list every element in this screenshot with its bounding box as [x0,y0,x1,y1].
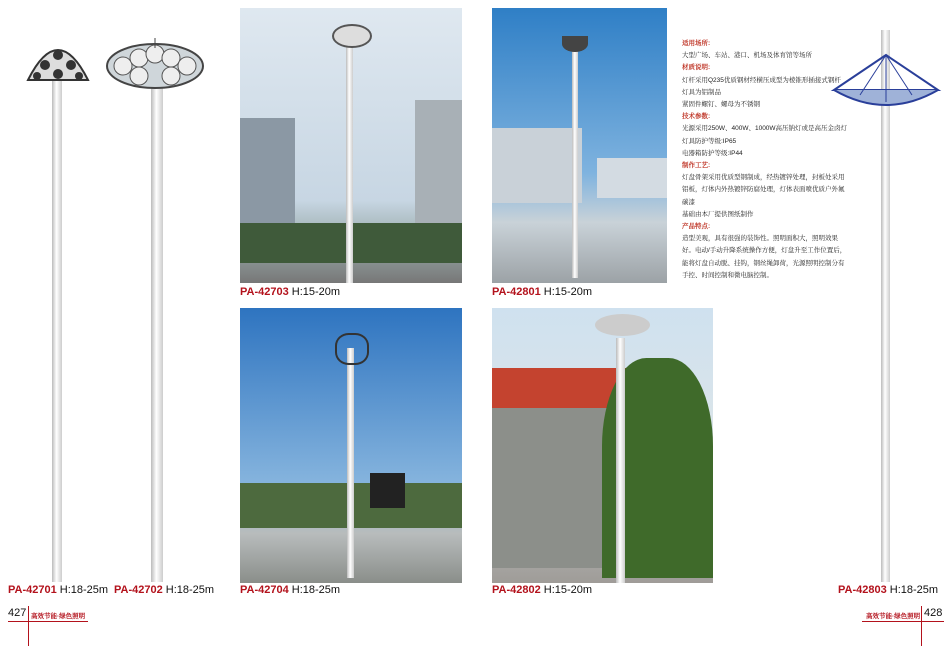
caption-42803: PA-42803 H:18-25m [838,584,939,596]
spec-line: 基础由本厂提供图纸制作 [682,210,754,218]
caption-42702: PA-42702 H:18-25m [114,584,215,596]
caption-42703: PA-42703 H:15-20m [240,286,341,298]
caption-42701: PA-42701 H:18-25m [8,584,109,596]
photo-42802 [492,308,713,583]
page-number-left: 427 [8,607,27,619]
photo-42704 [240,308,462,583]
footer-divider-left [28,606,29,646]
spec-line: 大型广场、车站、港口、机场及体育馆等场所 [682,52,812,60]
caption-42704: PA-42704 H:18-25m [240,584,341,596]
spec-heading: 制作工艺: [682,162,711,170]
spec-line: 紧固件螺钉、螺母为不锈钢 [682,101,760,109]
lamp-head-42702 [105,38,205,93]
spec-heading: 适用场所: [682,40,711,47]
photo-42703 [240,8,462,283]
spec-line: 灯具防护等级:IP65 [682,137,737,145]
spec-line: 灯具为铝制品 [682,88,721,96]
lamp-head-42803 [830,50,942,120]
footer-rule-right [862,621,944,622]
pole-42701 [52,60,62,582]
footer-slogan-right: 高效节能·绿色照明 [866,613,921,620]
page-number-right: 428 [924,607,943,619]
spec-heading: 材质说明: [682,64,711,72]
footer-divider-right [921,606,922,646]
caption-42802: PA-42802 H:15-20m [492,584,593,596]
spec-line: 灯杆采用Q235优质钢材经横压成型为棱锥形插接式钢杆 [682,76,841,84]
photo-42801 [492,8,667,283]
spec-line: 光源采用250W、400W、1000W高压钠灯或是高压金卤灯 [682,125,848,133]
footer-rule-left [8,621,88,622]
spec-heading: 技术参数: [682,113,711,121]
spec-line: 灯盘骨架采用优质型钢制成，经热镀锌处理，封板处采用铝板，灯体内外热镀锌防腐处理，灯体表面喷优质户外氟碳漆 [682,174,845,206]
spec-text [682,38,850,282]
caption-42801: PA-42801 H:15-20m [492,286,593,298]
spec-heading: 产品特点: [682,223,711,231]
lamp-head-42701 [25,30,91,85]
spec-line: 造型美观，具有很强的装饰性。照明面积大，照明效果好。电动/手动升降系统操作方便，灯盘升至工作位置后，能将灯盘自动脱、挂钩，钢丝绳卸荷，光源照明控制分有手控、时间控制和微电脑控制。 [682,235,847,279]
spec-line: 电器箱防护等级:IP44 [682,149,743,157]
pole-42702 [151,60,163,582]
footer-slogan-left: 高效节能·绿色照明 [31,613,86,620]
